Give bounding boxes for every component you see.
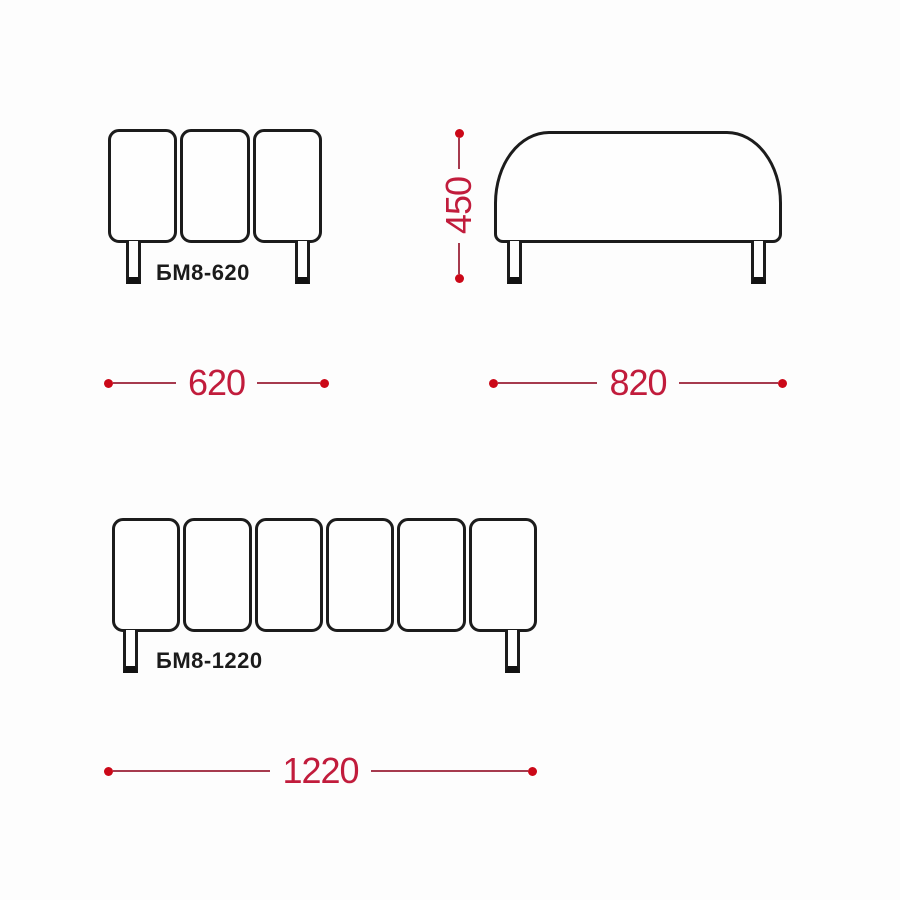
dimension-value-820: 820 bbox=[609, 362, 667, 403]
dimension-line bbox=[458, 243, 460, 274]
dimension-line bbox=[498, 382, 597, 384]
dimension-line bbox=[113, 382, 176, 384]
seat-cushion bbox=[253, 129, 322, 243]
dimension-width-1220 bbox=[104, 750, 537, 791]
bench-620-right-leg bbox=[295, 241, 310, 284]
dimension-dot bbox=[455, 274, 464, 283]
dimension-width-620 bbox=[104, 362, 329, 403]
bench-1220-left-leg bbox=[123, 630, 138, 673]
seat-cushion bbox=[255, 518, 323, 632]
dimension-dot bbox=[778, 379, 787, 388]
dimension-value-450: 450 bbox=[438, 177, 479, 235]
seat-cushion bbox=[397, 518, 465, 632]
dimension-height-450 bbox=[438, 129, 479, 283]
dimension-value-1220: 1220 bbox=[282, 750, 359, 791]
bench-side-right-leg bbox=[751, 241, 766, 284]
bench-1220-plan-view bbox=[112, 518, 537, 632]
dimension-line bbox=[679, 382, 778, 384]
dimension-value-620: 620 bbox=[187, 362, 246, 403]
bench-side-view-body bbox=[494, 131, 782, 243]
dimension-dot bbox=[489, 379, 498, 388]
dimension-line bbox=[371, 770, 528, 772]
seat-cushion bbox=[183, 518, 251, 632]
bench-620-left-leg bbox=[126, 241, 141, 284]
seat-cushion bbox=[180, 129, 249, 243]
bench-620-plan-view bbox=[108, 129, 322, 243]
seat-cushion bbox=[112, 518, 180, 632]
seat-cushion bbox=[108, 129, 177, 243]
dimension-line bbox=[113, 770, 270, 772]
dimension-width-820 bbox=[489, 362, 787, 403]
dimension-line bbox=[458, 138, 460, 169]
dimension-dot bbox=[455, 129, 464, 138]
bench-side-left-leg bbox=[507, 241, 522, 284]
seat-cushion bbox=[469, 518, 537, 632]
bench-1220-right-leg bbox=[505, 630, 520, 673]
seat-cushion bbox=[326, 518, 394, 632]
dimension-dot bbox=[528, 767, 537, 776]
bench-620-model-label: БМ8-620 bbox=[156, 260, 250, 285]
bench-1220-model-label: БМ8-1220 bbox=[156, 648, 263, 673]
dimension-dot bbox=[104, 767, 113, 776]
dimension-line bbox=[257, 382, 320, 384]
dimension-dot bbox=[104, 379, 113, 388]
dimension-dot bbox=[320, 379, 329, 388]
